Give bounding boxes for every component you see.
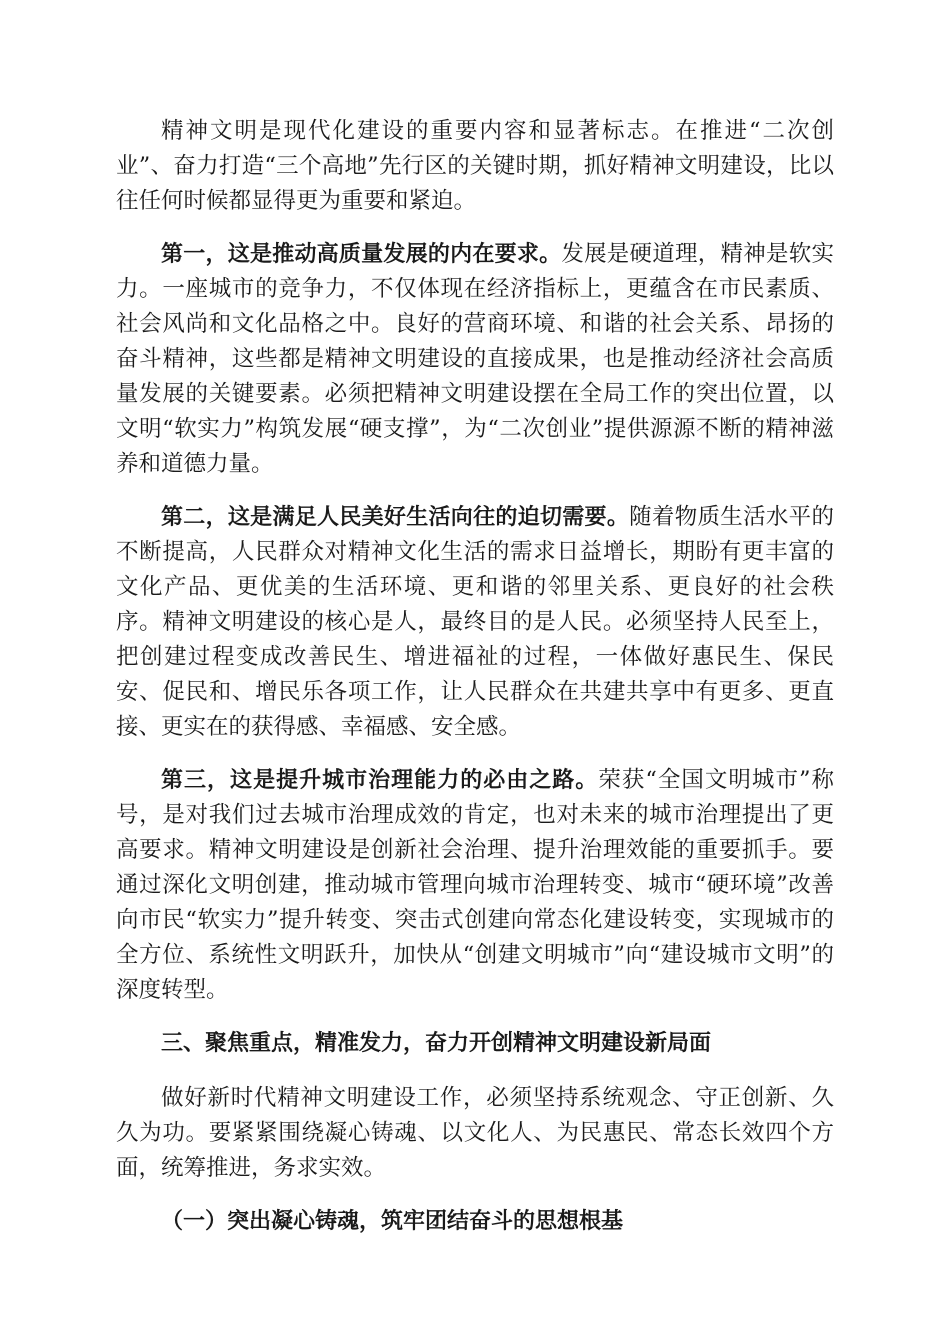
document-page <box>116 114 834 1239</box>
point-three-lead: 第三，这是提升城市治理能力的必由之路。 <box>161 768 599 793</box>
paragraph-text: 荣获“全国文明城市”称号，是对我们过去城市治理成效的肯定，也对未来的城市治理提出了更高要求。精神文明建设是创新社会治理、提升治理效能的重要抓手。要通过深化文明创建，推动城市管理向城市治理转变、城市“硬环境”改善向市民“软实力”提升转变、突击式创建向常态化建设转变，实现城市的全方位、系统性文明跃升，加快从“创建文明城市”向“建设城市文明”的深度转型。 <box>116 767 834 1003</box>
intro-paragraph <box>116 114 834 219</box>
section-intro-paragraph: 做好新时代精神文明建设工作，必须坚持系统观念、守正创新、久久为功。要紧紧围绕凝心铸魂、以文化人、为民惠民、常态长效四个方面，统筹推进，务求实效。 <box>116 1085 834 1181</box>
subsection-heading: （一）突出凝心铸魂，筑牢团结奋斗的思想根基 <box>161 1209 624 1234</box>
section-heading: 三、聚焦重点，精准发力，奋力开创精神文明建设新局面 <box>161 1031 712 1056</box>
paragraph-text: 发展是硬道理，精神是软实力。一座城市的竞争力，不仅体现在经济指标上，更蕴含在市民素质、社会风尚和文化品格之中。良好的营商环境、和谐的社会关系、昂扬的奋斗精神，这些都是精神文明建设的直接成果，也是推动经济社会高质量发展的关键要素。必须把精神文明建设摆在全局工作的突出位置，以文明“软实力”构筑发展“硬支撑”，为“二次创业”提供源源不断的精神滋养和道德力量。 <box>116 241 834 477</box>
point-two-paragraph <box>116 500 834 745</box>
point-one-lead: 第一，这是推动高质量发展的内在要求。 <box>161 242 562 267</box>
paragraph-text: 精神文明是现代化建设的重要内容和显著标志。在推进“二次创业”、奋力打造“三个高地”先行区的关键时期，抓好精神文明建设，比以往任何时候都显得更为重要和紧迫。 <box>116 118 834 214</box>
point-one-paragraph <box>116 237 834 482</box>
paragraph-text: 随着物质生活水平的不断提高，人民群众对精神文化生活的需求日益增长，期盼有更丰富的文化产品、更优美的生活环境、更和谐的邻里关系、更良好的社会秩序。精神文明建设的核心是人，最终目的是人民。必须坚持人民至上，把创建过程变成改善民生、增进福祉的过程，一体做好惠民生、保民安、促民和、增民乐各项工作，让人民群众在共建共享中有更多、更直接、更实在的获得感、幸福感、安全感。 <box>116 504 834 740</box>
point-two-lead: 第二，这是满足人民美好生活向往的迫切需要。 <box>161 505 630 530</box>
point-three-paragraph <box>116 763 834 1008</box>
